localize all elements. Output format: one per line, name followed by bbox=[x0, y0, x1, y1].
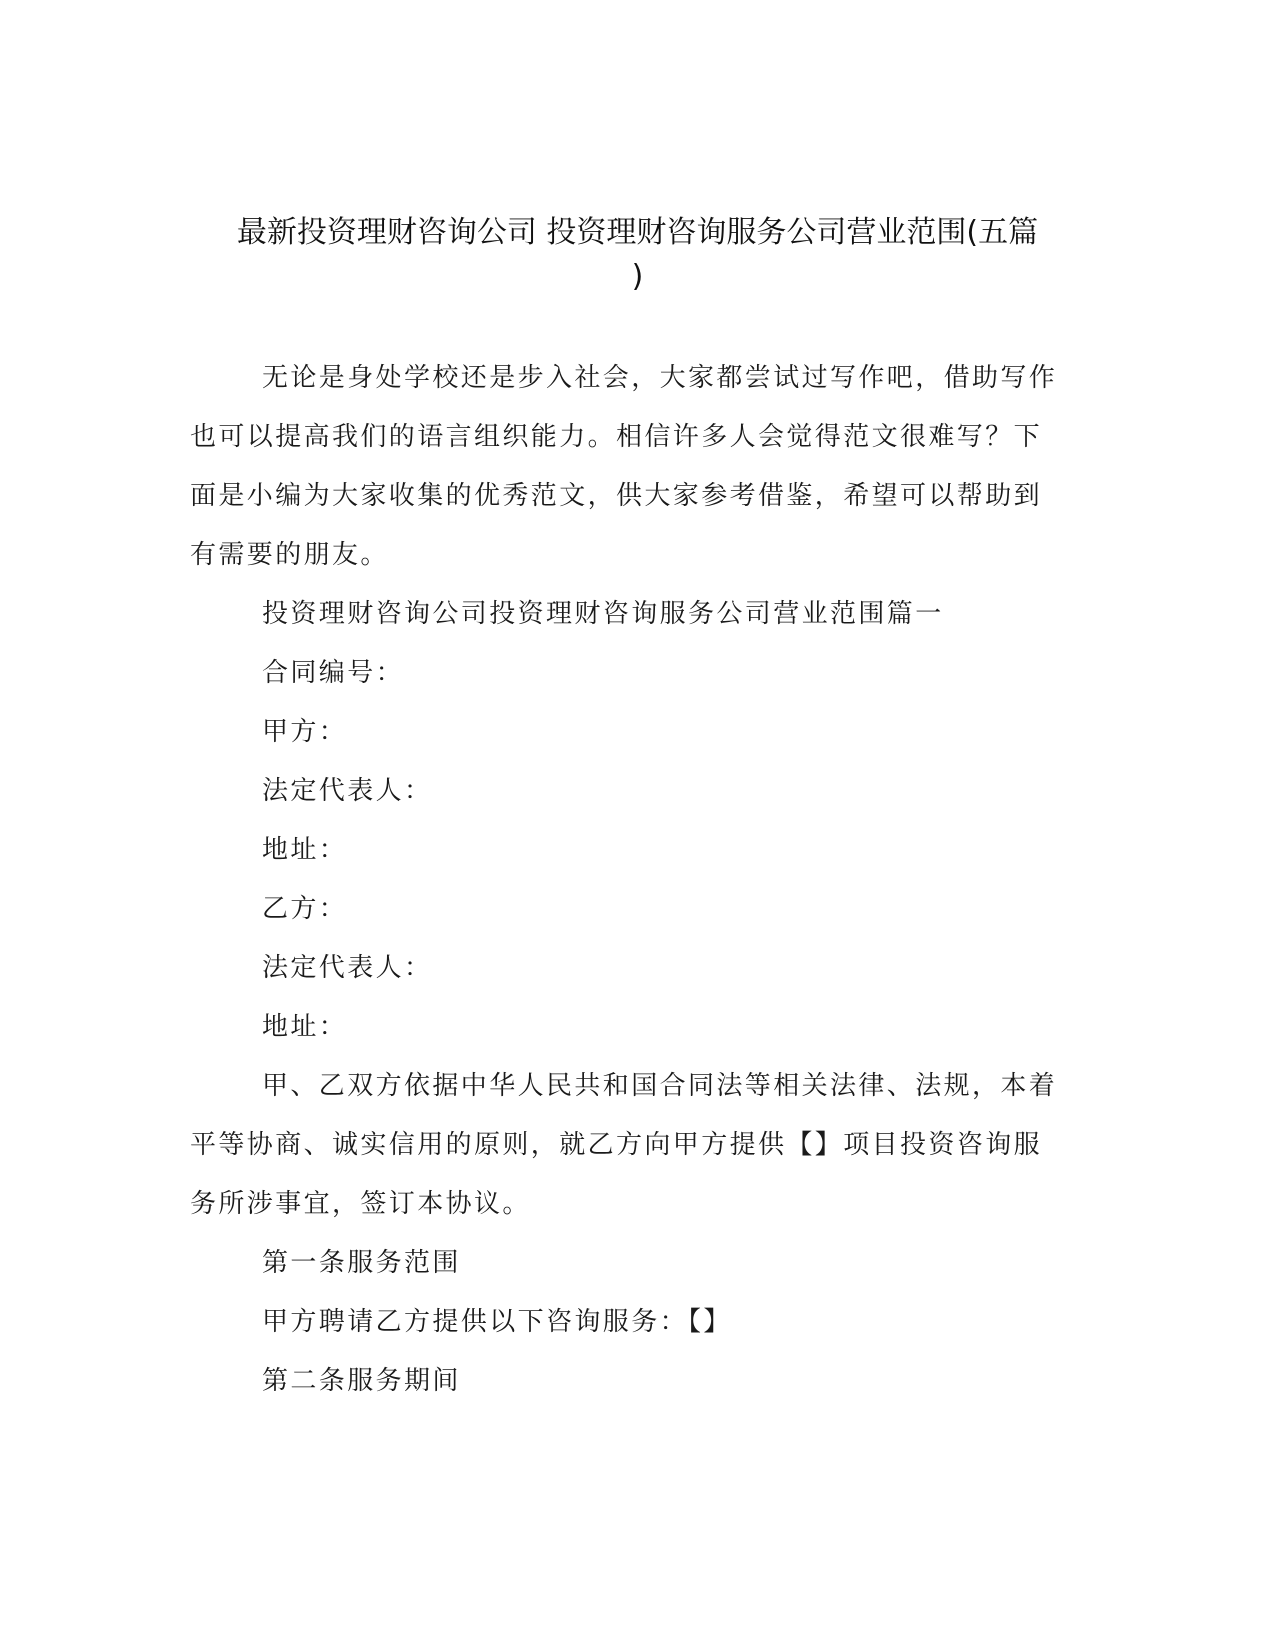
party-b-address-label: 地址： bbox=[262, 1012, 348, 1042]
intro-line-1: 无论是身处学校还是步入社会，大家都尝试过写作吧，借助写作 bbox=[262, 363, 1058, 393]
party-a-address-label: 地址： bbox=[262, 835, 348, 865]
section-heading: 投资理财咨询公司投资理财咨询服务公司营业范围篇一 bbox=[262, 599, 944, 629]
preamble-line-3: 务所涉事宜，签订本协议。 bbox=[190, 1189, 531, 1219]
contract-number-label: 合同编号： bbox=[262, 658, 405, 688]
party-b-label: 乙方： bbox=[262, 894, 348, 924]
intro-line-2: 也可以提高我们的语言组织能力。相信许多人会觉得范文很难写？下 bbox=[190, 422, 1043, 452]
preamble-line-2: 平等协商、诚实信用的原则，就乙方向甲方提供【】项目投资咨询服 bbox=[190, 1130, 1043, 1160]
article1-heading: 第一条服务范围 bbox=[262, 1248, 461, 1278]
document-title-line1: 最新投资理财咨询公司 投资理财咨询服务公司营业范围(五篇 bbox=[236, 215, 1039, 250]
party-a-representative-label: 法定代表人： bbox=[262, 776, 433, 806]
article2-heading: 第二条服务期间 bbox=[262, 1366, 461, 1396]
preamble-line-1: 甲、乙双方依据中华人民共和国合同法等相关法律、法规，本着 bbox=[262, 1071, 1058, 1101]
intro-line-3: 面是小编为大家收集的优秀范文，供大家参考借鉴，希望可以帮助到 bbox=[190, 481, 1043, 511]
party-a-label: 甲方： bbox=[262, 717, 348, 747]
party-b-representative-label: 法定代表人： bbox=[262, 953, 433, 983]
article1-text: 甲方聘请乙方提供以下咨询服务：【】 bbox=[262, 1307, 732, 1337]
document-title-line2: ) bbox=[631, 259, 644, 294]
intro-line-4: 有需要的朋友。 bbox=[190, 540, 389, 570]
